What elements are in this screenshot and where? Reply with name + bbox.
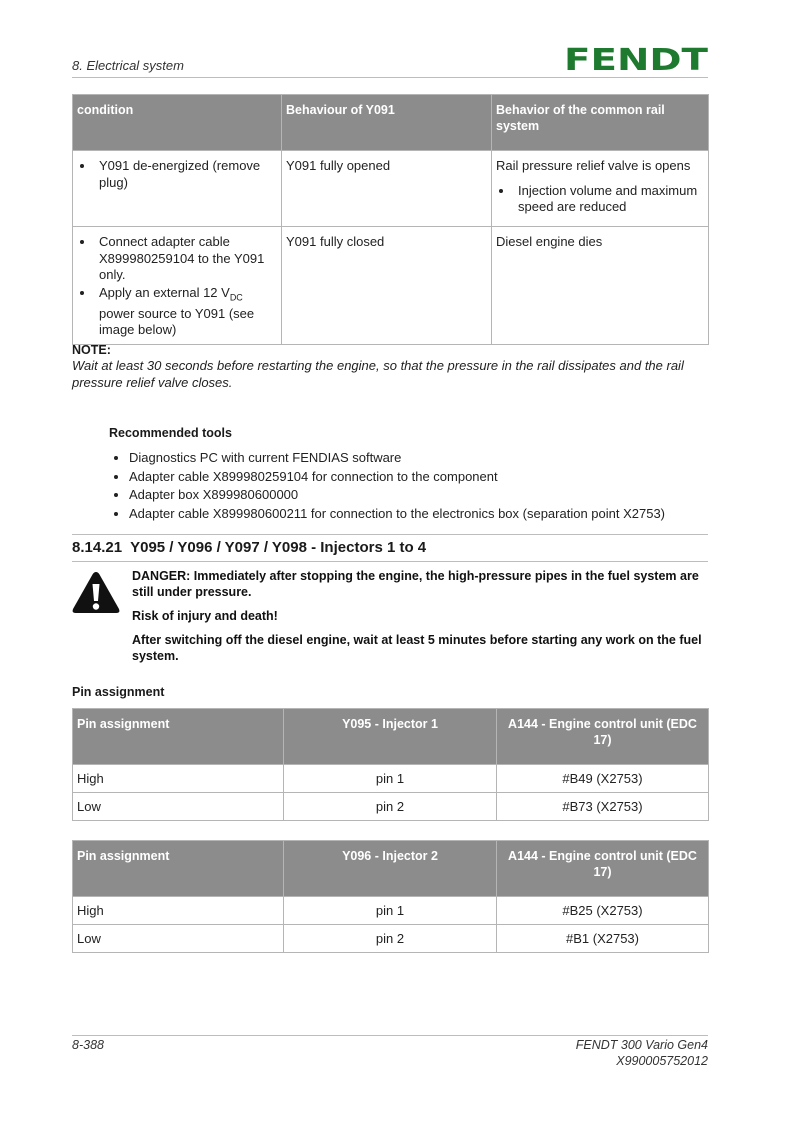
pin-table-injector-2 bbox=[72, 840, 709, 953]
column-header: A144 - Engine control unit (EDC 17) bbox=[497, 841, 709, 897]
section-divider bbox=[72, 561, 708, 562]
table-cell: Low bbox=[73, 925, 284, 953]
pin-table-injector-1 bbox=[72, 708, 709, 821]
table-cell: #B49 (X2753) bbox=[497, 765, 709, 793]
table-cell: pin 1 bbox=[284, 765, 497, 793]
svg-text:FENDT: FENDT bbox=[564, 44, 709, 74]
table-cell: High bbox=[73, 897, 284, 925]
page-number: 8-388 bbox=[72, 1038, 104, 1052]
table-row bbox=[73, 151, 709, 227]
note-text: Wait at least 30 seconds before restarting the engine, so that the pressure in the rail dissipates and the rail pressure relief valve closes. bbox=[72, 358, 684, 390]
table-cell: pin 2 bbox=[284, 793, 497, 821]
danger-text: After switching off the diesel engine, wait at least 5 minutes before starting any work on the fuel system. bbox=[132, 633, 702, 663]
table-cell: Diesel engine dies bbox=[492, 227, 709, 345]
table-row bbox=[73, 765, 709, 793]
table-header-row bbox=[73, 841, 709, 897]
list-item: • Y091 de-energized (remove plug) bbox=[95, 158, 277, 191]
note-label: NOTE: bbox=[72, 343, 111, 357]
column-header: Behavior of the common rail system bbox=[492, 95, 709, 151]
list-item: • Adapter cable X899980259104 for connection to the component bbox=[129, 468, 729, 487]
table-row bbox=[73, 897, 709, 925]
y091-behaviour-table bbox=[72, 94, 709, 345]
table-row bbox=[73, 227, 709, 345]
list-item-text: power source to Y091 (see image below) bbox=[99, 305, 255, 338]
table-header-row bbox=[73, 709, 709, 765]
footer-divider bbox=[72, 1035, 708, 1036]
column-header: A144 - Engine control unit (EDC 17) bbox=[497, 709, 709, 765]
footer-model: FENDT 300 Vario Gen4 bbox=[575, 1038, 708, 1052]
column-header: Y096 - Injector 2 bbox=[284, 841, 497, 897]
column-header: Pin assignment bbox=[73, 841, 284, 897]
footer-doc-number: X990005752012 bbox=[616, 1053, 708, 1068]
table-cell bbox=[73, 151, 282, 227]
cell-text: Rail pressure relief valve is opens bbox=[496, 158, 691, 173]
column-header: Behaviour of Y091 bbox=[282, 95, 492, 151]
warning-icon bbox=[71, 570, 121, 615]
footer-doc-info bbox=[576, 1038, 708, 1069]
table-cell: Y091 fully opened bbox=[282, 151, 492, 227]
table-cell: pin 1 bbox=[284, 897, 497, 925]
table-cell: #B25 (X2753) bbox=[497, 897, 709, 925]
table-cell bbox=[73, 227, 282, 345]
list-item: • Connect adapter cable X899980259104 to the Y091 only. bbox=[95, 234, 277, 284]
column-header: Y095 - Injector 1 bbox=[284, 709, 497, 765]
subscript-text: DC bbox=[229, 292, 243, 303]
list-item: • Injection volume and maximum speed are reduced bbox=[514, 183, 704, 216]
column-header: Pin assignment bbox=[73, 709, 284, 765]
danger-message bbox=[132, 568, 708, 672]
tools-list bbox=[109, 449, 729, 523]
section-title: 8.14.21 Y095 / Y096 / Y097 / Y098 - Injectors 1 to 4 bbox=[72, 539, 427, 556]
section-divider bbox=[72, 534, 708, 535]
list-item bbox=[95, 285, 277, 339]
danger-text: Risk of injury and death! bbox=[132, 609, 278, 623]
column-header: condition bbox=[73, 95, 282, 151]
fendt-logo bbox=[563, 44, 709, 74]
danger-text: DANGER: Immediately after stopping the engine, the high-pressure pipes in the fuel system are still under pressure. bbox=[132, 569, 699, 599]
header-section-title: 8. Electrical system bbox=[72, 58, 184, 73]
table-cell: Low bbox=[73, 793, 284, 821]
list-item: • Adapter box X899980600000 bbox=[129, 486, 729, 505]
table-cell: High bbox=[73, 765, 284, 793]
list-item: • Diagnostics PC with current FENDIAS software bbox=[129, 449, 729, 468]
list-item-text: Apply an external 12 V bbox=[99, 284, 230, 300]
table-row bbox=[73, 925, 709, 953]
table-cell bbox=[492, 151, 709, 227]
table-cell: Y091 fully closed bbox=[282, 227, 492, 345]
table-cell: #B1 (X2753) bbox=[497, 925, 709, 953]
pin-assignment-heading: Pin assignment bbox=[72, 685, 165, 699]
list-item: • Adapter cable X899980600211 for connection to the electronics box (separation point X2753) bbox=[129, 505, 729, 524]
table-cell: pin 2 bbox=[284, 925, 497, 953]
header-divider bbox=[72, 77, 708, 78]
tools-heading: Recommended tools bbox=[109, 426, 232, 440]
table-header-row bbox=[73, 95, 709, 151]
table-row bbox=[73, 793, 709, 821]
table-cell: #B73 (X2753) bbox=[497, 793, 709, 821]
